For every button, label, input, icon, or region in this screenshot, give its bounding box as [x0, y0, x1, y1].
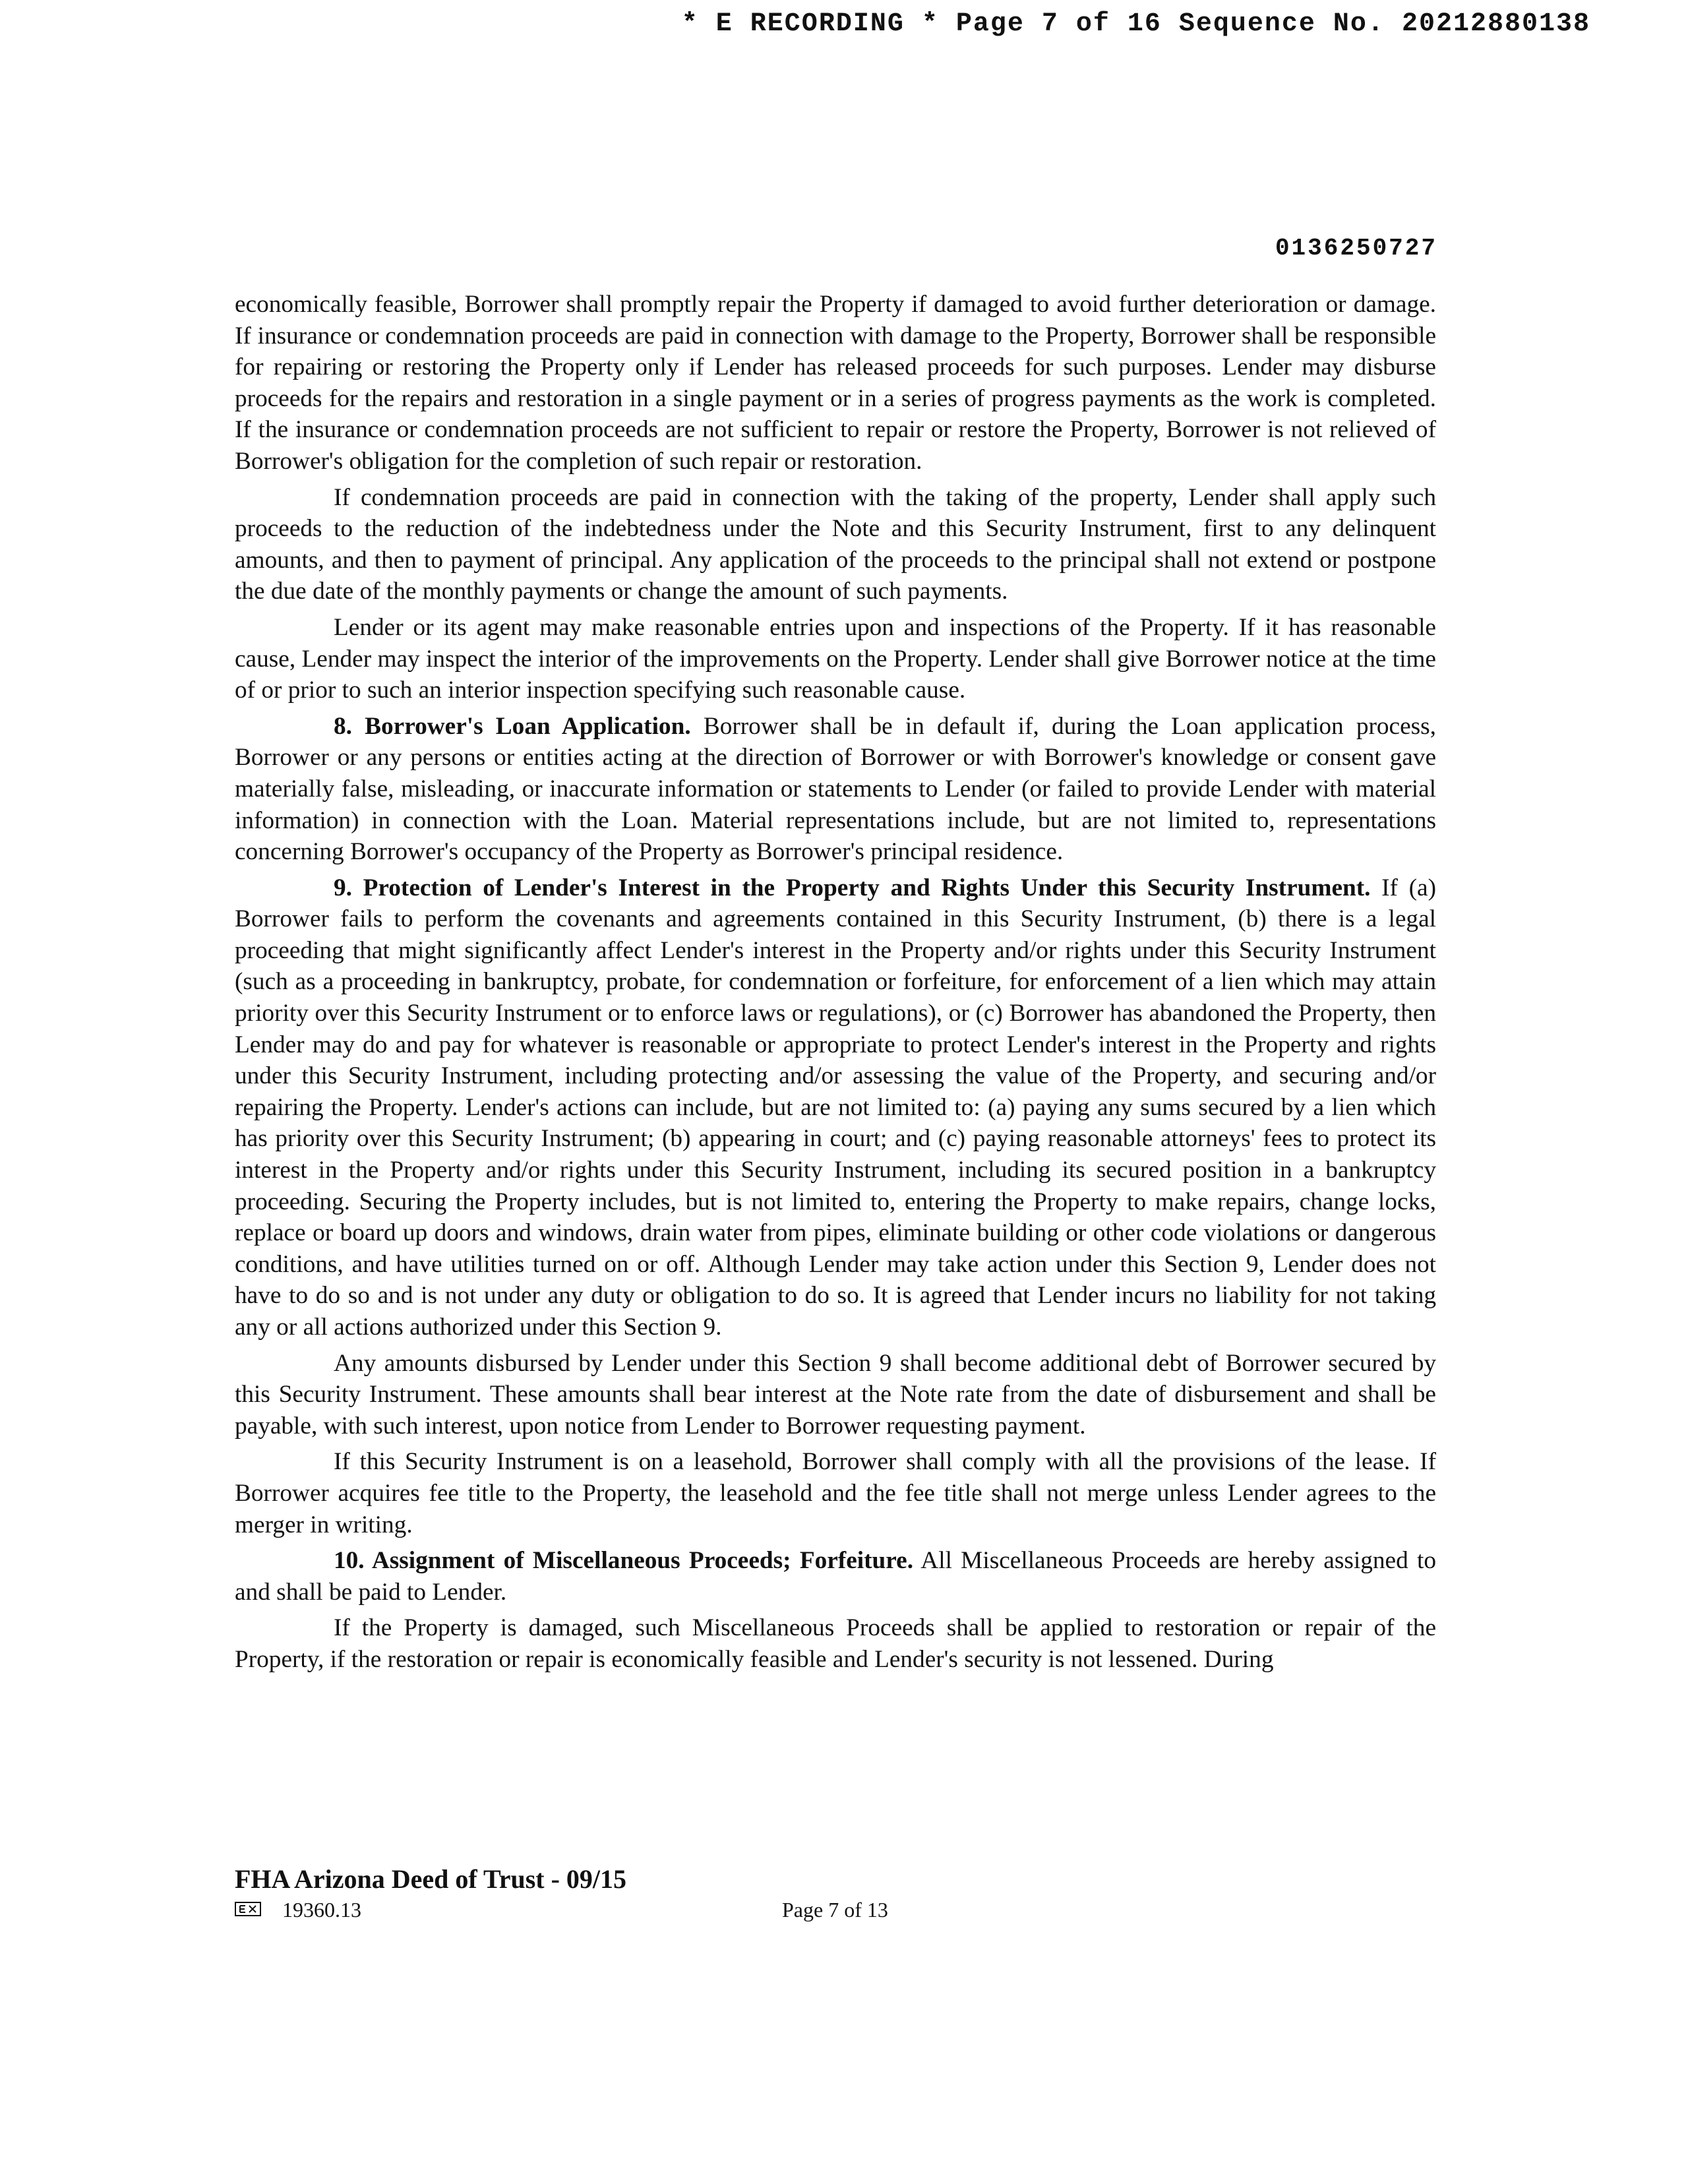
paragraph-leasehold: If this Security Instrument is on a leasehold, Borrower shall comply with all the provisions of the lease. If Borrower acquires fee title to the Property, the leasehold and the fee title shall not merge unless Lender agrees to the merger in writing.: [235, 1448, 1436, 1538]
section-10-heading: 10. Assignment of Miscellaneous Proceeds; Forfeiture.: [334, 1547, 914, 1575]
loan-number: 0136250727: [1275, 235, 1437, 262]
form-title: FHA Arizona Deed of Trust - 09/15: [235, 1864, 627, 1894]
paragraph-inspection: Lender or its agent may make reasonable entries upon and inspections of the Property. If it has reasonable cause, Lender may inspect the interior of the improvements on the Property. Lender shall give Borrower notice at the time of or prior to such an interior inspection specifying such reasonable cause.: [235, 613, 1436, 704]
section-10-text: All Miscellaneous Proceeds are hereby assigned to and shall be paid to Lender.: [235, 1547, 1436, 1606]
form-code: 19360.13: [282, 1898, 361, 1922]
section-9-heading: 9. Protection of Lender's Interest in the Property and Rights Under this Security Instrument.: [334, 874, 1371, 901]
section-8-heading: 8. Borrower's Loan Application.: [334, 712, 691, 740]
section-8: [235, 711, 1436, 868]
page-indicator: Page 7 of 13: [782, 1898, 888, 1922]
paragraph-property-damaged: If the Property is damaged, such Miscellaneous Proceeds shall be applied to restoration or repair of the Property, if the restoration or repair is economically feasible and Lender's security is not lessened. During: [235, 1614, 1436, 1673]
section-10: [235, 1545, 1436, 1608]
section-9-text: If (a) Borrower fails to perform the covenants and agreements contained in this Security Instrument, (b) there is a legal proceeding that might significantly affect Lender's interest in the Property and/or rights under this Security Instrument (such as a proceeding in bankruptcy, probate, for condemnation or forfeiture, for enforcement of a lien which may attain priority over this Security Instrument or to enforce laws or regulations), or (c) Borrower has abandoned the Property, then Lender may do and pay for whatever is reasonable or appropriate to protect Lender's interest in the Property and rights under this Security Instrument, including protecting and/or assessing the value of the Property, and securing and/or repairing the Property. Lender's actions can include, but are not limited to: (a) paying any sums secured by a lien which has priority over this Security Instrument; (b) appearing in court; and (c) paying reasonable attorneys' fees to protect its interest in the Property and/or rights under this Security Instrument, including its secured position in a bankruptcy proceeding. Securing the Property includes, but is not limited to, entering the Property to make repairs, change locks, replace or board up doors and windows, drain water from pipes, eliminate building or other code violations or dangerous conditions, and have utilities turned on or off. Although Lender may take action under this Section 9, Lender does not have to do so and is not under any duty or obligation to do so. It is agreed that Lender incurs no liability for not taking any or all actions authorized under this Section 9.: [235, 874, 1436, 1341]
paragraph-repair: economically feasible, Borrower shall promptly repair the Property if damaged to avoid further deterioration or damage. If insurance or condemnation proceeds are paid in connection with damage to the Property, Borrower shall be responsible for repairing or restoring the Property only if Lender has released proceeds for such purposes. Lender may disburse proceeds for the repairs and restoration in a single payment or in a series of progress payments as the work is completed. If the insurance or condemnation proceeds are not sufficient to repair or restore the Property, Borrower is not relieved of Borrower's obligation for the completion of such repair or restoration.: [235, 291, 1436, 475]
form-badge-icon: [235, 1902, 261, 1916]
document-body: [235, 289, 1436, 1680]
paragraph-condemnation: If condemnation proceeds are paid in connection with the taking of the property, Lender shall apply such proceeds to the reduction of the indebtedness under the Note and this Security Instrument, first to any delinquent amounts, and then to payment of principal. Any application of the proceeds to the principal shall not extend or postpone the due date of the monthly payments or change the amount of such payments.: [235, 483, 1436, 605]
section-9: [235, 872, 1436, 1343]
recording-header: * E RECORDING * Page 7 of 16 Sequence No. 20212880138: [681, 9, 1590, 39]
footer-row: [235, 1898, 1436, 1927]
paragraph-amounts-disbursed: Any amounts disbursed by Lender under this Section 9 shall become additional debt of Borrower secured by this Security Instrument. These amounts shall bear interest at the Note rate from the date of disbursement and shall be payable, with such interest, upon notice from Lender to Borrower requesting payment.: [235, 1349, 1436, 1440]
section-8-text: Borrower shall be in default if, during the Loan application process, Borrower or any persons or entities acting at the direction of Borrower or with Borrower's knowledge or consent gave materially false, misleading, or inaccurate information or statements to Lender (or failed to provide Lender with material information) in connection with the Loan. Material representations include, but are not limited to, representations concerning Borrower's occupancy of the Property as Borrower's principal residence.: [235, 712, 1436, 866]
